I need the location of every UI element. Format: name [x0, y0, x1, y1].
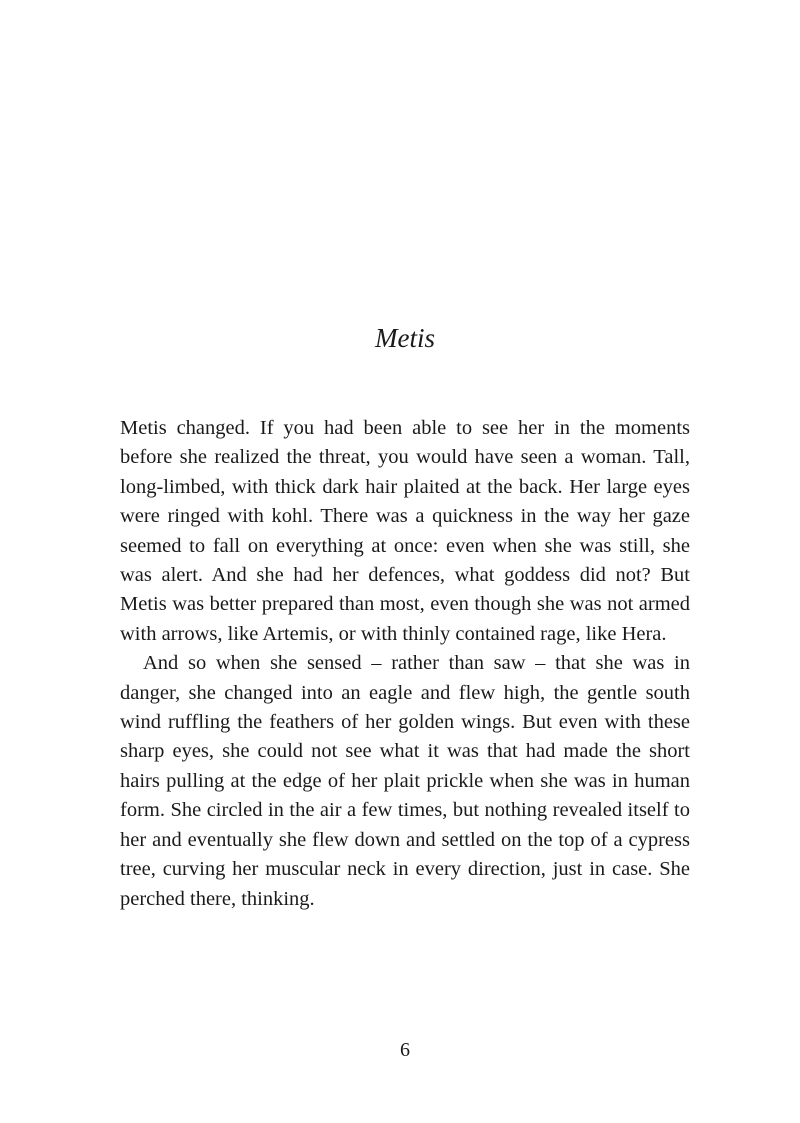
paragraph-1: Metis changed. If you had been able to see her in the moments before she realized the threat, you would have seen a woman. Tall, long-limbed, with thick dark hair plaited at the back. Her large eyes were ringed with kohl. There was a quickness in the way her gaze seemed to fall on everything at once: even when she was still, she was alert. And she had her defences, what goddess did not? But Metis was better prepared than most, even though she was not armed with arrows, like Artemis, or with thinly contained rage, like Hera. — [120, 417, 690, 645]
chapter-title: Metis — [375, 323, 435, 353]
page-number: 6 — [400, 1039, 410, 1061]
paragraph-2: And so when she sensed – rather than saw – that she was in danger, she changed into an eagle and flew high, the gentle south wind ruffling the feathers of her golden wings. But even with these sharp eyes, she could not see what it was that had made the short hairs pulling at the edge of her plait prickle when she was in human form. She circled in the air a few times, but nothing revealed itself to her and eventually she flew down and settled on the top of a cypress tree, curving her muscular neck in every direction, just in case. She perched there, thinking. — [120, 652, 690, 910]
body-text — [120, 414, 690, 914]
